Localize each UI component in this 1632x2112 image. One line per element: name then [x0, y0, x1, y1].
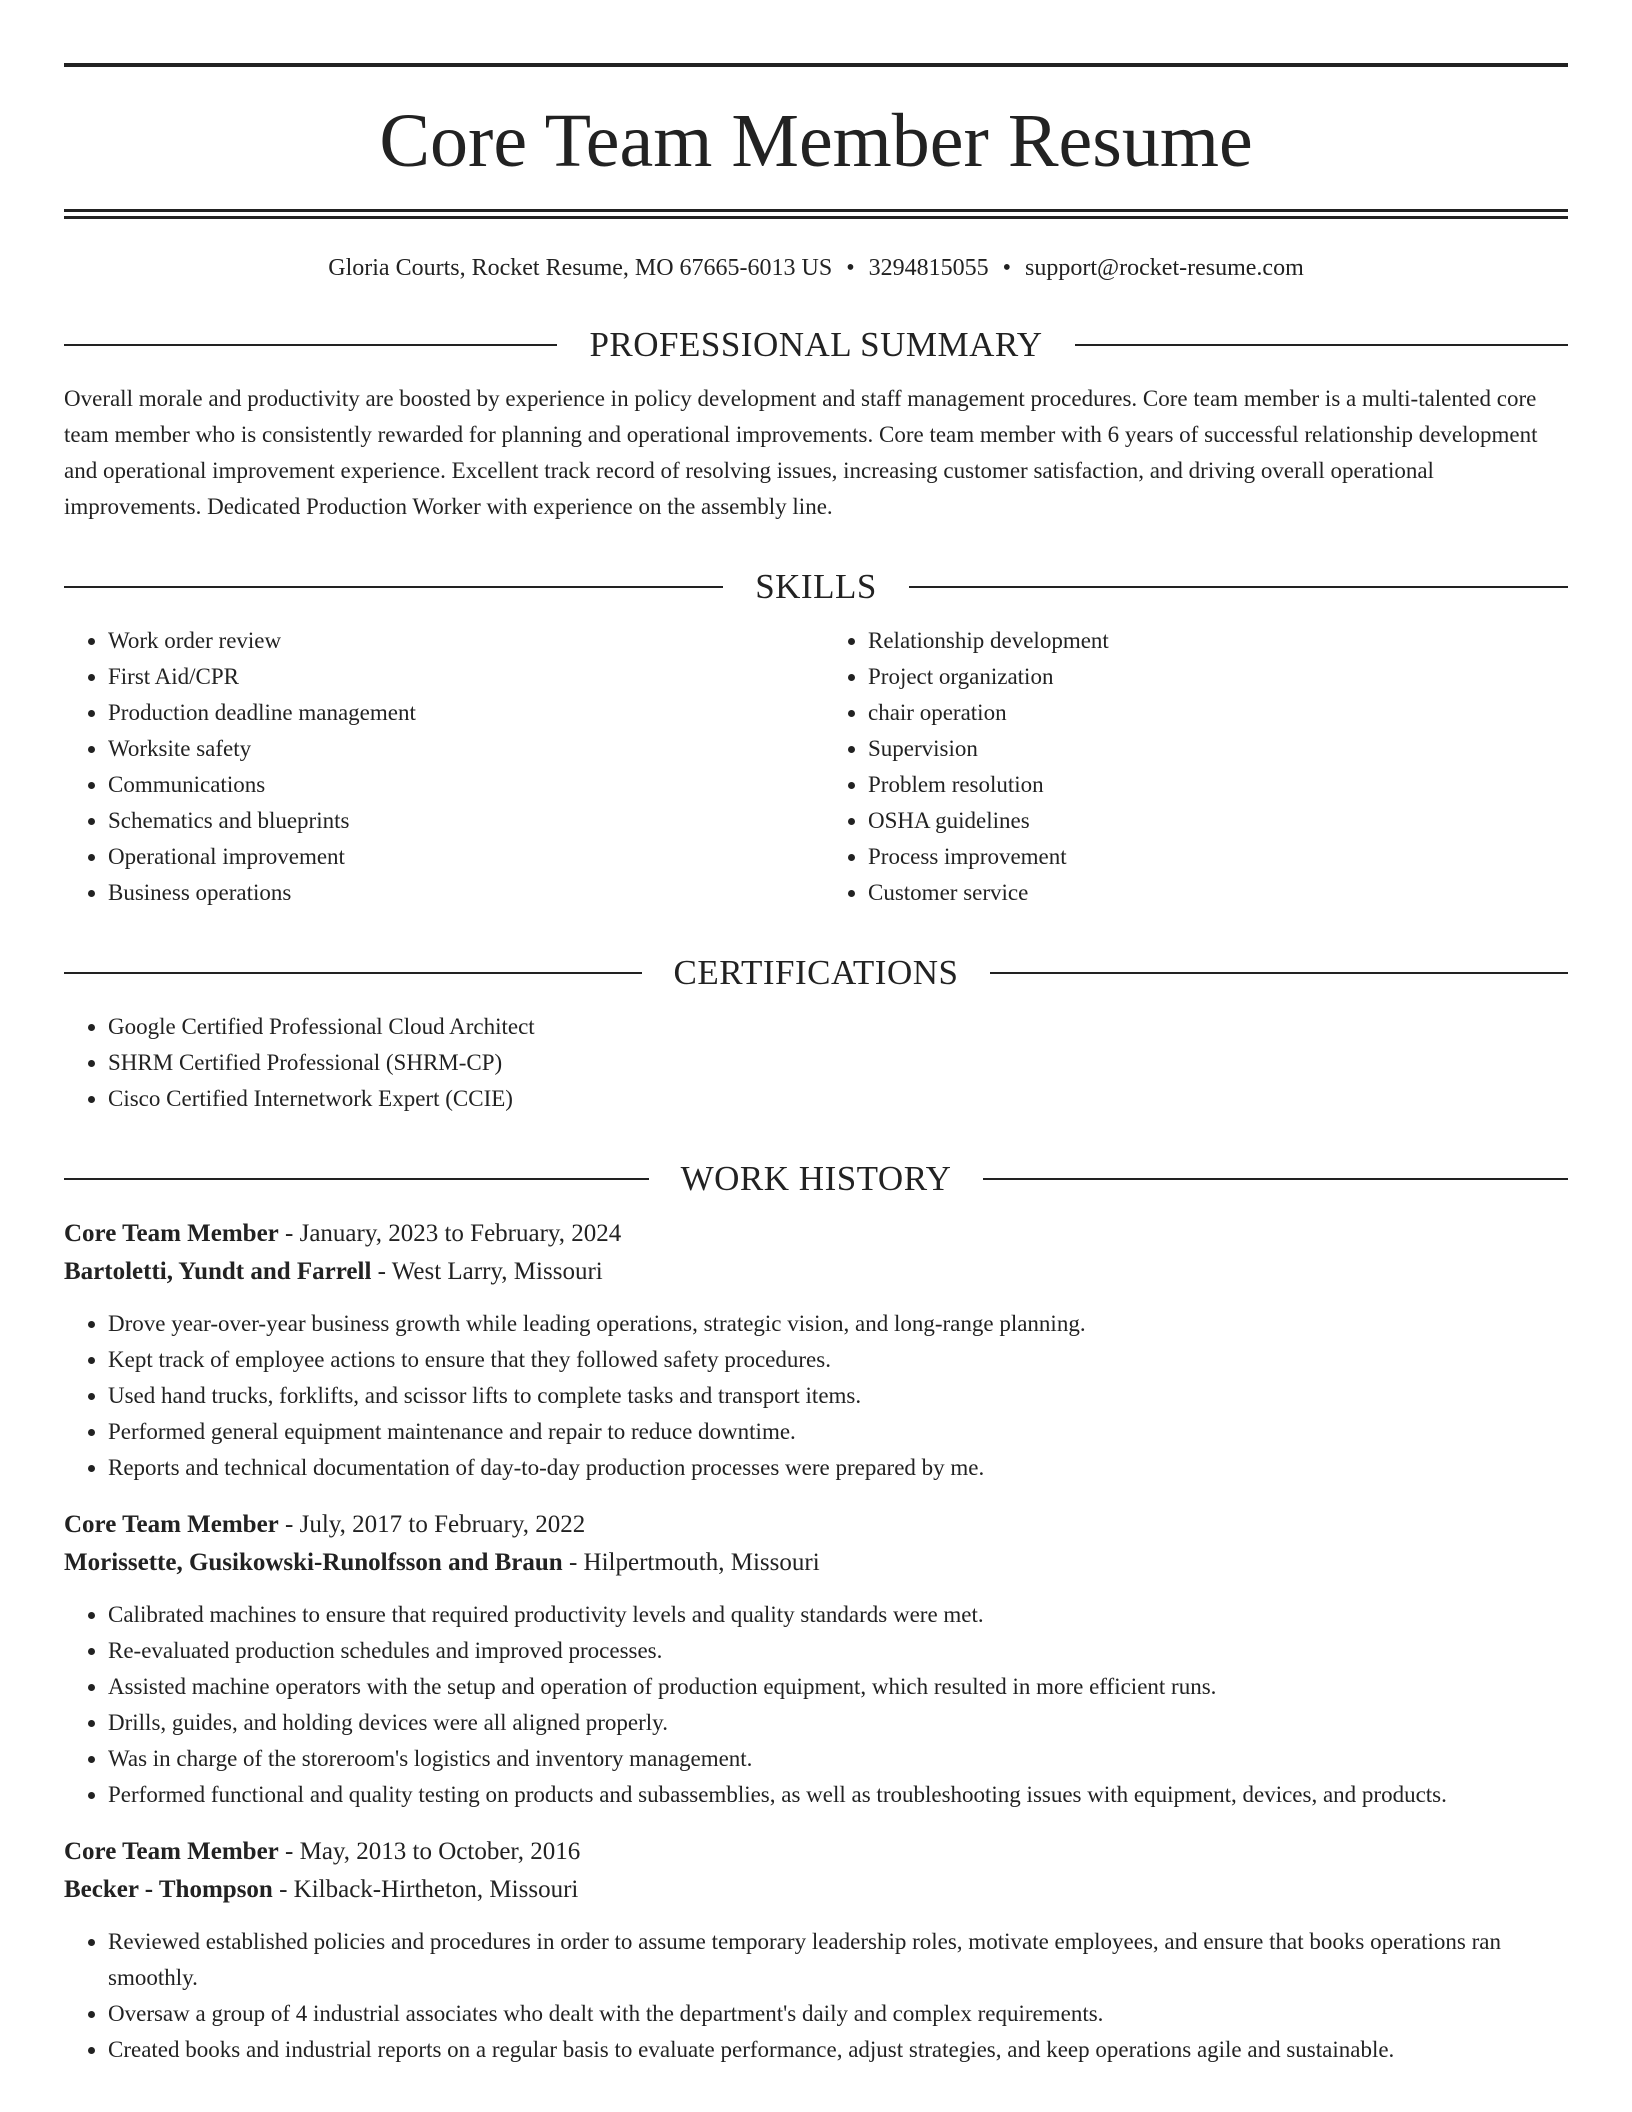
skill-item: • First Aid/CPR — [108, 659, 808, 695]
divider — [64, 344, 557, 346]
job-bullet: • Calibrated machines to ensure that required productivity levels and quality standards were met. — [108, 1597, 1568, 1633]
job-bullet: • Re-evaluated production schedules and improved processes. — [108, 1633, 1568, 1669]
job-bullets — [64, 1306, 1568, 1486]
work-history-section-header — [64, 1159, 1568, 1199]
contact-address: Gloria Courts, Rocket Resume, MO 67665-6013 US — [328, 255, 833, 281]
contact-line — [64, 253, 1568, 283]
skill-item: • Customer service — [868, 875, 1568, 911]
job-dates: - May, 2013 to October, 2016 — [278, 1838, 581, 1865]
job-bullet: • Kept track of employee actions to ensure that they followed safety procedures. — [108, 1342, 1568, 1378]
contact-email: support@rocket-resume.com — [1025, 255, 1304, 281]
job-bullet: • Reviewed established policies and procedures in order to assume temporary leadership roles, motivate employees, and ensure that books operations ran smoothly. — [108, 1924, 1568, 1996]
job-bullet: • Oversaw a group of 4 industrial associates who dealt with the department's daily and complex requirements. — [108, 1996, 1568, 2032]
skill-item: • Problem resolution — [868, 767, 1568, 803]
divider — [983, 1178, 1568, 1180]
job-bullet: • Used hand trucks, forklifts, and scissor lifts to complete tasks and transport items. — [108, 1378, 1568, 1414]
job-location: - West Larry, Missouri — [371, 1258, 603, 1285]
contact-separator: • — [1002, 255, 1012, 281]
divider — [64, 1178, 649, 1180]
job-dates: - January, 2023 to February, 2024 — [278, 1220, 622, 1247]
job-bullet: • Was in charge of the storeroom's logistics and inventory management. — [108, 1741, 1568, 1777]
job-bullet: • Created books and industrial reports on a regular basis to evaluate performance, adjust strategies, and keep operations agile and sustainable. — [108, 2032, 1568, 2068]
skill-item: • Project organization — [868, 659, 1568, 695]
skill-item: • Production deadline management — [108, 695, 808, 731]
certification-item: • Cisco Certified Internetwork Expert (CCIE) — [108, 1081, 1568, 1117]
job-title-line — [64, 1506, 1568, 1544]
skills-columns — [64, 623, 1568, 911]
job-bullet: • Performed general equipment maintenance and repair to reduce downtime. — [108, 1414, 1568, 1450]
job-company-line — [64, 1544, 1568, 1582]
skill-item: • Process improvement — [868, 839, 1568, 875]
skills-section-header — [64, 567, 1568, 607]
summary-text: Overall morale and productivity are boosted by experience in policy development and staff management procedures. Core team member is a multi-talented core team member who is consistently rewarded for planning and operational improvements. Core team member with 6 years of successful relationship development and operational improvement experience. Excellent track record of resolving issues, increasing customer satisfaction, and driving overall operational improvements. Dedicated Production Worker with experience on the assembly line. — [64, 386, 1538, 519]
job-bullet: • Drills, guides, and holding devices were all aligned properly. — [108, 1705, 1568, 1741]
divider — [909, 586, 1568, 588]
summary-heading: PROFESSIONAL SUMMARY — [589, 325, 1043, 364]
job-bullets — [64, 1597, 1568, 1813]
resume-page — [64, 0, 1568, 2068]
skill-item: • Worksite safety — [108, 731, 808, 767]
job-title-line — [64, 1215, 1568, 1253]
job-location: - Hilpertmouth, Missouri — [562, 1549, 820, 1576]
certifications-list — [64, 1009, 1568, 1117]
job-dates: - July, 2017 to February, 2022 — [278, 1511, 586, 1538]
job-company: Morissette, Gusikowski-Runolfsson and Braun — [64, 1549, 563, 1576]
resume-title: Core Team Member Resume — [379, 99, 1253, 183]
job-company: Becker - Thompson — [64, 1876, 273, 1903]
divider — [1075, 344, 1568, 346]
job-entry — [64, 1506, 1568, 1813]
skills-list-right — [808, 623, 1568, 911]
top-rule — [64, 63, 1568, 67]
skill-item: • OSHA guidelines — [868, 803, 1568, 839]
job-bullet: • Performed functional and quality testing on products and subassemblies, as well as troubleshooting issues with equipment, devices, and products. — [108, 1777, 1568, 1813]
job-title: Core Team Member — [64, 1838, 279, 1865]
job-bullets — [64, 1924, 1568, 2068]
divider — [990, 972, 1568, 974]
skill-item: • Schematics and blueprints — [108, 803, 808, 839]
job-bullet: • Reports and technical documentation of day-to-day production processes were prepared by me. — [108, 1450, 1568, 1486]
divider — [64, 972, 642, 974]
certifications-section-header — [64, 953, 1568, 993]
job-title-line — [64, 1833, 1568, 1871]
skill-item: • Operational improvement — [108, 839, 808, 875]
contact-separator: • — [846, 255, 855, 281]
skill-item: • Business operations — [108, 875, 808, 911]
title-double-rule — [64, 209, 1568, 219]
certification-item: • SHRM Certified Professional (SHRM-CP) — [108, 1045, 1568, 1081]
job-entry — [64, 1215, 1568, 1486]
skill-item: • Work order review — [108, 623, 808, 659]
skill-item: • Communications — [108, 767, 808, 803]
job-company: Bartoletti, Yundt and Farrell — [64, 1258, 372, 1285]
job-title: Core Team Member — [64, 1220, 279, 1247]
job-company-line — [64, 1871, 1568, 1909]
certification-item: • Google Certified Professional Cloud Architect — [108, 1009, 1568, 1045]
job-entry — [64, 1833, 1568, 2068]
summary-section-header — [64, 325, 1568, 365]
job-bullet: • Assisted machine operators with the setup and operation of production equipment, which resulted in more efficient runs. — [108, 1669, 1568, 1705]
job-bullet: • Drove year-over-year business growth while leading operations, strategic vision, and long-range planning. — [108, 1306, 1568, 1342]
skills-heading: SKILLS — [755, 567, 877, 606]
certifications-heading: CERTIFICATIONS — [673, 953, 959, 992]
contact-phone: 3294815055 — [868, 255, 989, 281]
job-location: - Kilback-Hirtheton, Missouri — [272, 1876, 579, 1903]
job-company-line — [64, 1253, 1568, 1291]
work-history-heading: WORK HISTORY — [680, 1159, 952, 1198]
divider — [64, 586, 723, 588]
skill-item: • Relationship development — [868, 623, 1568, 659]
job-title: Core Team Member — [64, 1511, 279, 1538]
skill-item: • chair operation — [868, 695, 1568, 731]
skill-item: • Supervision — [868, 731, 1568, 767]
skills-list-left — [64, 623, 808, 911]
